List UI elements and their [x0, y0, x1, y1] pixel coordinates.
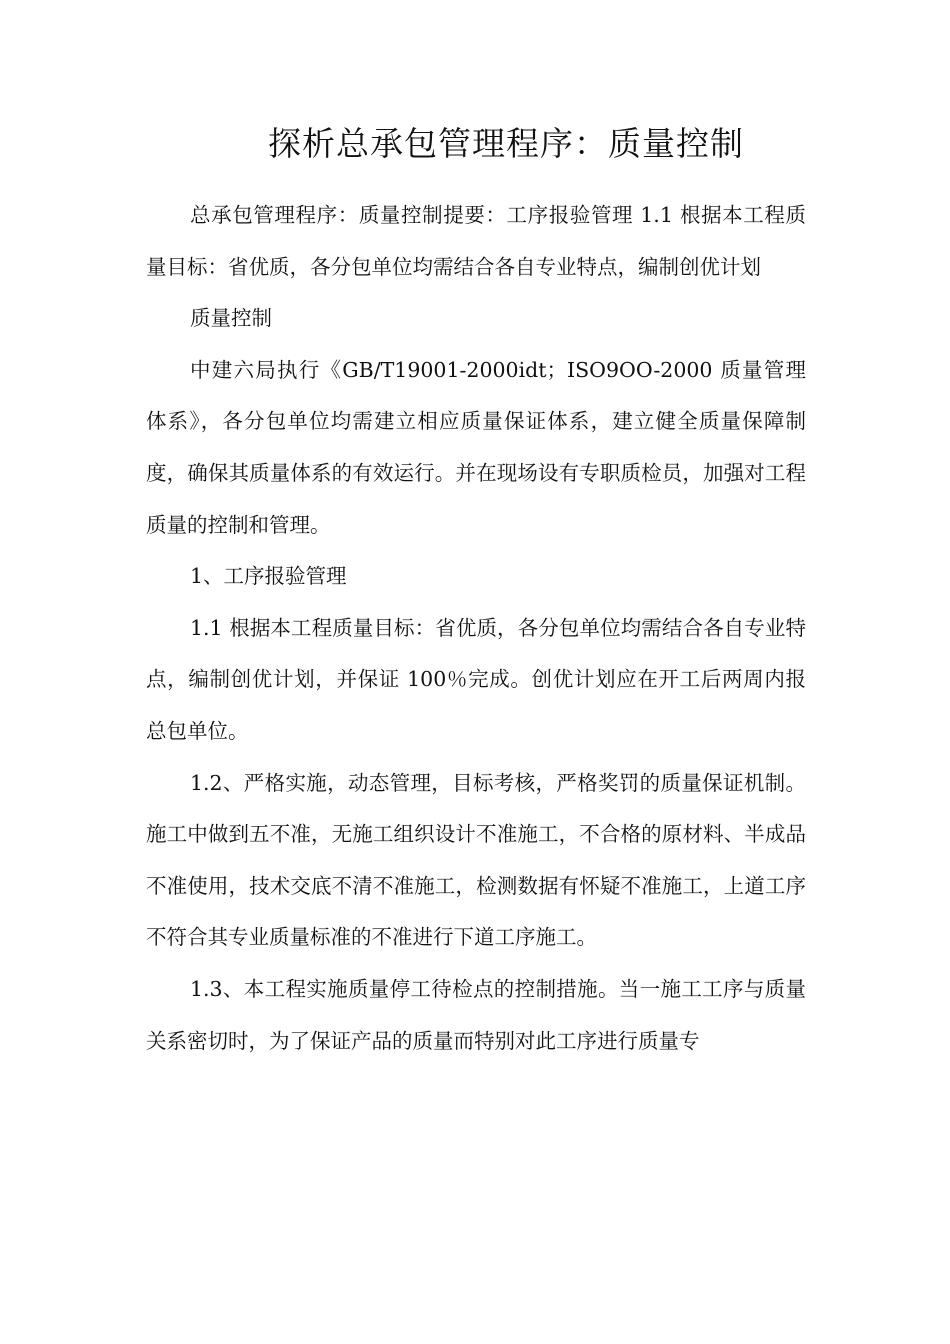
paragraph-1-1: 1.1 根据本工程质量目标：省优质，各分包单位均需结合各自专业特点，编制创优计划，并保证 100％完成。创优计划应在开工后两周内报总包单位。: [146, 615, 806, 743]
paragraph-quality-system: 中建六局执行《GB/T19001-2000idt；ISO9OO-2000 质量管理体系》，各分包单位均需建立相应质量保证体系，建立健全质量保障制度，确保其质量体系的有效运行。并在现场设有专职质检员，加强对工程质量的控制和管理。: [146, 357, 806, 537]
paragraph-1-3: 1.3、本工程实施质量停工待检点的控制措施。当一施工工序与质量关系密切时，为了保证产品的质量而特别对此工序进行质量专: [146, 976, 806, 1053]
paragraph-heading-process-inspection: 1、工序报验管理: [190, 564, 347, 589]
document-body: [146, 190, 806, 1067]
paragraph-heading-quality-control: 质量控制: [190, 306, 272, 331]
paragraph-1-2: 1.2、严格实施，动态管理，目标考核，严格奖罚的质量保证机制。施工中做到五不准，无施工组织设计不准施工，不合格的原材料、半成品不准使用，技术交底不清不准施工，检测数据有怀疑不准施工，上道工序不符合其专业质量标准的不准进行下道工序施工。: [146, 770, 806, 950]
paragraph-summary: 总承包管理程序：质量控制提要：工序报验管理 1.1 根据本工程质量目标：省优质，各分包单位均需结合各自专业特点，编制创优计划: [146, 203, 806, 279]
document-title: 探析总承包管理程序：质量控制: [268, 124, 744, 163]
